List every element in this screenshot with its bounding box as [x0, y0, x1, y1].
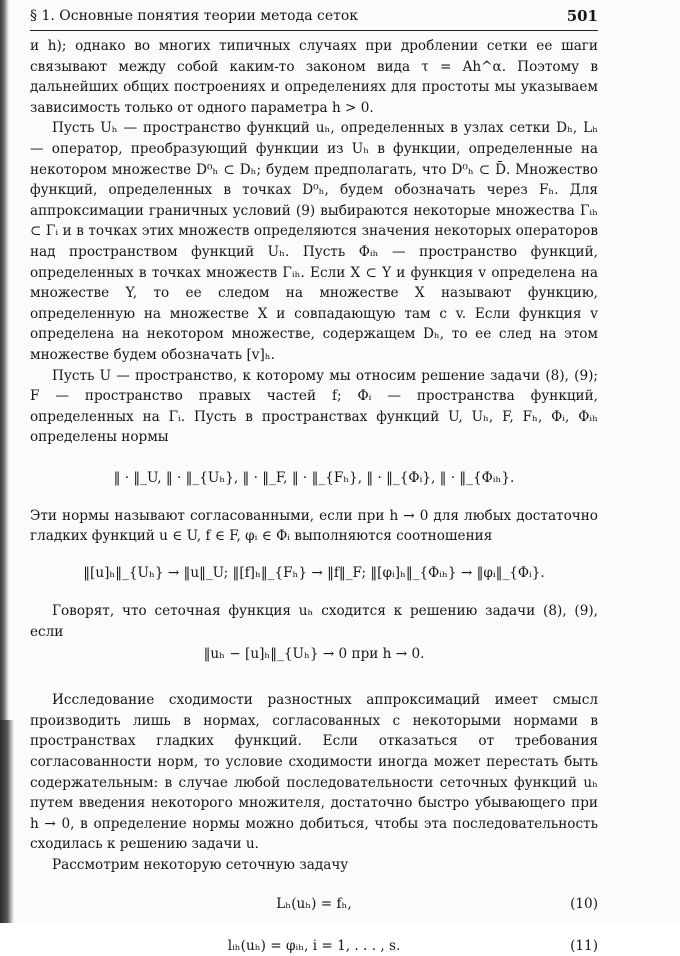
- body-text: [30, 36, 598, 956]
- equation-11-expression: lᵢₕ(uₕ) = φᵢₕ, i = 1, . . . , s.: [227, 937, 401, 954]
- paragraph-3: Пусть U — пространство, к которому мы относим решение задачи (8), (9); F — пространство правых частей f; Φᵢ — пространства функций, определенных на Γᵢ. Пусть в пространствах функций U, Uₕ, F, Fₕ, Φᵢ, Φᵢₕ определены нормы: [30, 367, 598, 446]
- equation-10-expression: Lₕ(uₕ) = fₕ,: [276, 895, 352, 912]
- equation-11-number: (11): [570, 937, 598, 954]
- paragraph-7: Рассмотрим некоторую сеточную задачу: [52, 857, 349, 873]
- paragraph-2: Пусть Uₕ — пространство функций uₕ, определенных в узлах сетки Dₕ, Lₕ — оператор, преобразующий функции из Uₕ в функции, определенные на некотором множестве D⁰ₕ ⊂ Dₕ; будем предполагать, что D⁰ₕ ⊂ D̄. Множество функций, определенных в точках D⁰ₕ, будем обозначать через Fₕ. Для аппроксимации граничных условий (9) выбираются некоторые множества Γᵢₕ ⊂ Γᵢ и в точках этих множеств определяются значения некоторых операторов над пространством функций Uₕ. Пусть Φᵢₕ — пространство функций, определенных в точках множеств Γᵢₕ. Если X ⊂ Y и функция v определена на множестве Y, то ее следом на множестве X называют функцию, определенную на множестве X и совпадающую там с v. Если функция v определена на некотором множестве, содержащем Dₕ, то ее след на этом множестве будем обозначать [v]ₕ.: [30, 120, 598, 363]
- display-convergence: ‖uₕ − [u]ₕ‖_{Uₕ} → 0 при h → 0.: [203, 646, 425, 663]
- display-consistency: ‖[u]ₕ‖_{Uₕ} → ‖u‖_U; ‖[f]ₕ‖_{Fₕ} → ‖f‖_F; ‖[φᵢ]ₕ‖_{Φᵢₕ} → ‖φᵢ‖_{Φᵢ}.: [83, 565, 545, 582]
- paragraph-4: Эти нормы называют согласованными, если при h → 0 для любых достаточно гладких функций u ∈ U, f ∈ F, φᵢ ∈ Φᵢ выполняются соотношения: [30, 507, 598, 545]
- equation-11: [30, 936, 598, 956]
- paragraph-1: и h); однако во многих типичных случаях при дроблении сетки ее шаги связывают между собой каким-то законом вида τ = Ah^α. Поэтому в дальнейших общих построениях и определениях для простоты мы указываем зависимость только от одного параметра h > 0.: [30, 38, 598, 116]
- display-norms: ‖ · ‖_U, ‖ · ‖_{Uₕ}, ‖ · ‖_F, ‖ · ‖_{Fₕ}, ‖ · ‖_{Φᵢ}, ‖ · ‖_{Φᵢₕ}.: [113, 469, 515, 486]
- paragraph-6: Исследование сходимости разностных аппроксимаций имеет смысл производить лишь в нормах, согласованных с некоторыми нормами в пространствах гладких функций. Если отказаться от требования согласованности норм, то условие сходимости иногда может перестать быть содержательным: в случае любой последовательности сеточных функций uₕ путем введения некоторого множителя, достаточно быстро убывающего при h → 0, в определение нормы можно добиться, чтобы эта последовательность сходилась к решению задачи u.: [30, 692, 598, 853]
- paragraph-5: Говорят, что сеточная функция uₕ сходится к решению задачи (8), (9), если: [30, 603, 598, 640]
- equation-10-number: (10): [570, 895, 598, 912]
- equation-10: [30, 894, 598, 914]
- running-title: § 1. Основные понятия теории метода сеток: [30, 8, 359, 24]
- page-number: 501: [566, 7, 598, 25]
- running-header: [30, 6, 598, 31]
- scan-shadow-bottom: [0, 720, 14, 923]
